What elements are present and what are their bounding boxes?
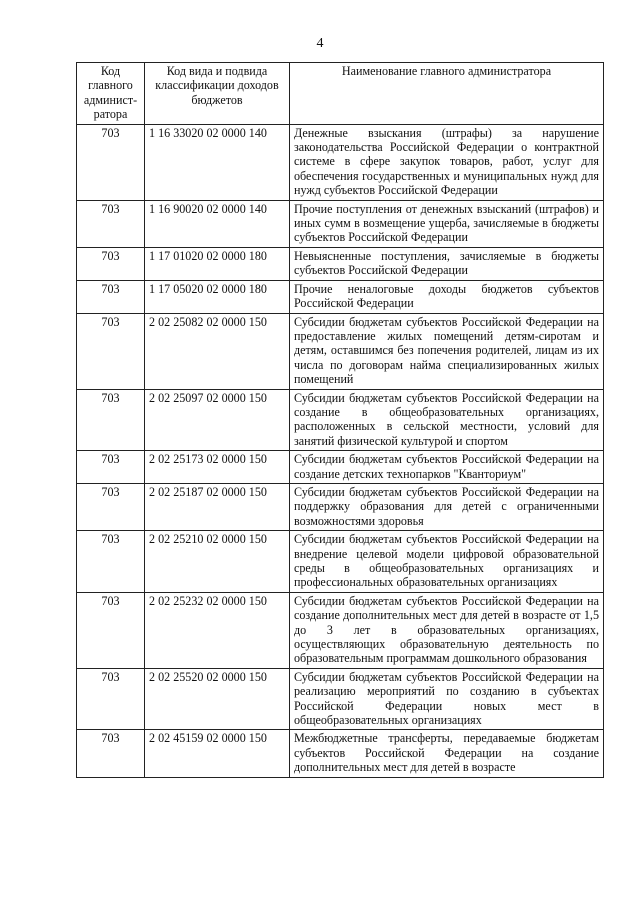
admin-code-cell: 703 bbox=[77, 451, 145, 484]
admin-code-cell: 703 bbox=[77, 389, 145, 451]
table-row bbox=[77, 247, 604, 280]
admin-code-cell: 703 bbox=[77, 592, 145, 668]
table-row bbox=[77, 313, 604, 389]
revenue-code-cell: 2 02 25232 02 0000 150 bbox=[145, 592, 290, 668]
admin-name-cell: Субсидии бюджетам субъектов Российской Федерации на создание детских технопарков "Кванториум" bbox=[290, 451, 604, 484]
table-row bbox=[77, 124, 604, 200]
revenue-code-cell: 1 16 90020 02 0000 140 bbox=[145, 200, 290, 247]
admin-name-cell: Прочие неналоговые доходы бюджетов субъектов Российской Федерации bbox=[290, 280, 604, 313]
table-row bbox=[77, 592, 604, 668]
admin-name-cell: Субсидии бюджетам субъектов Российской Федерации на создание дополнительных мест для детей в возрасте от 1,5 до 3 лет в образовательных организациях, осуществляющих образовательную деятельность по образовательным программам дошкольного образования bbox=[290, 592, 604, 668]
revenue-code-cell: 2 02 25097 02 0000 150 bbox=[145, 389, 290, 451]
table-header-row bbox=[77, 63, 604, 125]
admin-code-cell: 703 bbox=[77, 280, 145, 313]
table-row bbox=[77, 730, 604, 777]
table-row bbox=[77, 389, 604, 451]
admin-name-cell: Невыясненные поступления, зачисляемые в бюджеты субъектов Российской Федерации bbox=[290, 247, 604, 280]
admin-name-cell: Субсидии бюджетам субъектов Российской Федерации на реализацию мероприятий по созданию в субъектах Российской Федерации новых мест в общеобразовательных организациях bbox=[290, 668, 604, 730]
table-row bbox=[77, 483, 604, 530]
admin-code-cell: 703 bbox=[77, 730, 145, 777]
admin-code-cell: 703 bbox=[77, 247, 145, 280]
admin-name-cell: Межбюджетные трансферты, передаваемые бюджетам субъектов Российской Федерации на создание дополнительных мест для детей в возрасте bbox=[290, 730, 604, 777]
revenue-code-cell: 2 02 25173 02 0000 150 bbox=[145, 451, 290, 484]
revenue-code-cell: 2 02 25520 02 0000 150 bbox=[145, 668, 290, 730]
revenue-administrators-table bbox=[76, 62, 604, 778]
table-row bbox=[77, 451, 604, 484]
admin-code-cell: 703 bbox=[77, 531, 145, 593]
revenue-code-cell: 2 02 45159 02 0000 150 bbox=[145, 730, 290, 777]
revenue-code-cell: 1 17 01020 02 0000 180 bbox=[145, 247, 290, 280]
page-number: 4 bbox=[316, 36, 324, 51]
revenue-code-cell: 2 02 25187 02 0000 150 bbox=[145, 483, 290, 530]
table-row bbox=[77, 668, 604, 730]
admin-name-cell: Субсидии бюджетам субъектов Российской Федерации на создание в общеобразовательных организациях, расположенных в сельской местности, условий для занятий физической культурой и спортом bbox=[290, 389, 604, 451]
admin-name-cell: Денежные взыскания (штрафы) за нарушение законодательства Российской Федерации о контрактной системе в сфере закупок товаров, работ, услуг для обеспечения государственных и муниципальных нужд для нужд субъектов Российской Федерации bbox=[290, 124, 604, 200]
admin-code-cell: 703 bbox=[77, 124, 145, 200]
revenue-code-cell: 1 17 05020 02 0000 180 bbox=[145, 280, 290, 313]
admin-name-cell: Прочие поступления от денежных взысканий (штрафов) и иных сумм в возмещение ущерба, зачисляемые в бюджеты субъектов Российской Федерации bbox=[290, 200, 604, 247]
admin-code-cell: 703 bbox=[77, 313, 145, 389]
table-row bbox=[77, 531, 604, 593]
table-row bbox=[77, 280, 604, 313]
revenue-code-cell: 1 16 33020 02 0000 140 bbox=[145, 124, 290, 200]
revenue-code-cell: 2 02 25082 02 0000 150 bbox=[145, 313, 290, 389]
revenue-code-cell: 2 02 25210 02 0000 150 bbox=[145, 531, 290, 593]
admin-code-cell: 703 bbox=[77, 668, 145, 730]
admin-name-cell: Субсидии бюджетам субъектов Российской Федерации на поддержку образования для детей с ограниченными возможностями здоровья bbox=[290, 483, 604, 530]
header-admin-name: Наименование главного администратора bbox=[290, 63, 604, 125]
header-admin-code: Код главного админист-ратора bbox=[77, 63, 145, 125]
table-row bbox=[77, 200, 604, 247]
admin-code-cell: 703 bbox=[77, 200, 145, 247]
admin-code-cell: 703 bbox=[77, 483, 145, 530]
admin-name-cell: Субсидии бюджетам субъектов Российской Федерации на внедрение целевой модели цифровой образовательной среды в общеобразовательных организациях и профессиональных образовательных организациях bbox=[290, 531, 604, 593]
admin-name-cell: Субсидии бюджетам субъектов Российской Федерации на предоставление жилых помещений детям-сиротам и детям, оставшимся без попечения родителей, лицам из их числа по договорам найма специализированных жилых помещений bbox=[290, 313, 604, 389]
header-revenue-code: Код вида и подвида классификации доходов бюджетов bbox=[145, 63, 290, 125]
